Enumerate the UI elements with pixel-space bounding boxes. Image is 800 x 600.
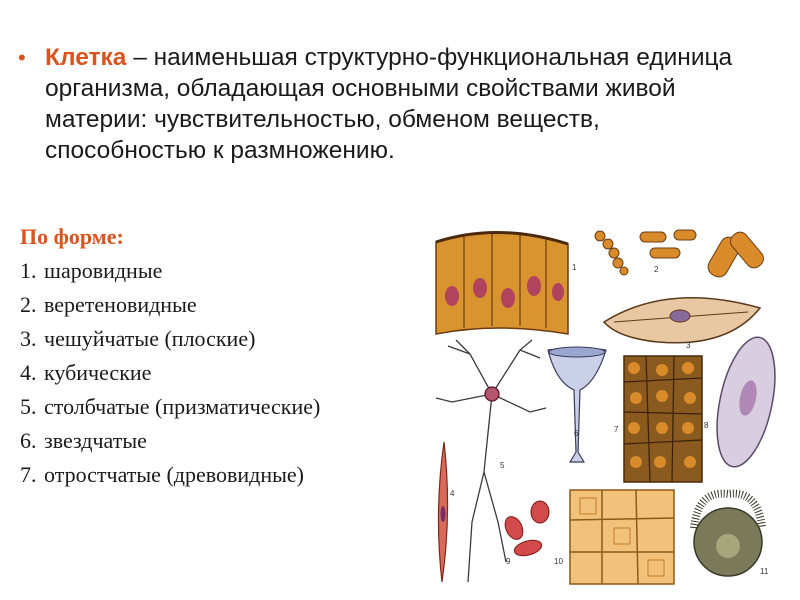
ciliate-cell-drawing bbox=[707, 332, 780, 472]
columnar-epithelium-drawing bbox=[436, 232, 568, 334]
flat-cell-drawing bbox=[604, 298, 760, 343]
figure-label: 11 bbox=[760, 567, 769, 576]
shape-item-label: шаровидные bbox=[44, 258, 163, 283]
shape-item bbox=[20, 256, 320, 290]
shape-heading: По форме: bbox=[20, 224, 124, 249]
shape-item-number: 4. bbox=[20, 360, 37, 385]
shape-item-number: 2. bbox=[20, 292, 37, 317]
figure-label: 10 bbox=[554, 557, 563, 566]
figure-label: 3 bbox=[686, 341, 691, 350]
figure-label: 2 bbox=[654, 265, 659, 274]
goblet-cell-drawing bbox=[548, 347, 606, 462]
bullet-marker: • bbox=[18, 45, 26, 70]
figure-label: 1 bbox=[572, 263, 577, 272]
shape-item bbox=[20, 358, 320, 392]
shape-item bbox=[20, 324, 320, 358]
figure-label: 9 bbox=[506, 557, 511, 566]
spindle-cell-drawing bbox=[438, 442, 447, 582]
shape-item bbox=[20, 392, 320, 426]
plant-cells-drawing bbox=[570, 490, 674, 584]
spherical-cells-drawing bbox=[595, 229, 767, 280]
shape-item-label: чешуйчатые (плоские) bbox=[44, 326, 256, 351]
shape-item-label: звездчатые bbox=[44, 428, 147, 453]
cell-definition bbox=[18, 42, 748, 166]
cell-types-drawing bbox=[428, 222, 780, 594]
definition-text bbox=[45, 42, 748, 166]
flagellated-cell-drawing bbox=[694, 494, 762, 576]
definition-term: Клетка bbox=[45, 44, 127, 71]
figure-label: 7 bbox=[614, 425, 619, 434]
shape-item-number: 3. bbox=[20, 326, 37, 351]
definition-body: – наименьшая структурно-функциональная единица организма, обладающая основными свойствами живой материи: чувствительностью, обменом веществ, способностью к размножению. bbox=[45, 44, 733, 164]
shape-item-label: отростчатые (древовидные) bbox=[44, 462, 304, 487]
figure-label: 6 bbox=[574, 429, 579, 438]
shape-list bbox=[20, 256, 320, 494]
cell-types-illustration bbox=[428, 222, 780, 594]
shape-item bbox=[20, 426, 320, 460]
shape-item-number: 5. bbox=[20, 394, 37, 419]
shape-item-number: 6. bbox=[20, 428, 37, 453]
shape-item-number: 1. bbox=[20, 258, 37, 283]
shape-item-number: 7. bbox=[20, 462, 37, 487]
figure-label: 4 bbox=[450, 489, 455, 498]
shape-item bbox=[20, 460, 320, 494]
shape-item-label: кубические bbox=[44, 360, 152, 385]
figure-label: 5 bbox=[500, 461, 505, 470]
red-blood-cells-drawing bbox=[502, 501, 549, 558]
shape-item-label: веретеновидные bbox=[44, 292, 197, 317]
shape-item bbox=[20, 290, 320, 324]
cubic-cells-drawing bbox=[624, 356, 702, 482]
shape-item-label: столбчатые (призматические) bbox=[44, 394, 321, 419]
figure-label: 8 bbox=[704, 421, 709, 430]
